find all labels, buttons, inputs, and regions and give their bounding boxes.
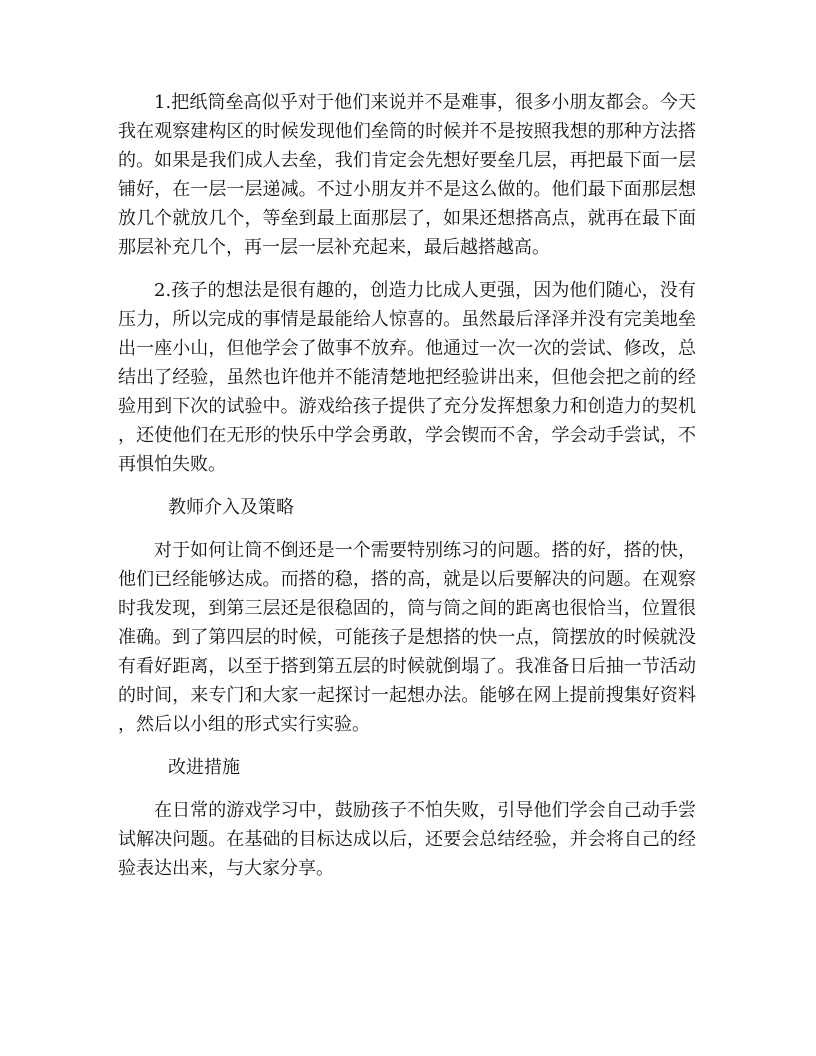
paragraph-1: 1.把纸筒垒高似乎对于他们来说并不是难事，很多小朋友都会。今天我在观察建构区的时候发现他们垒筒的时候并不是按照我想的那种方法搭的。如果是我们成人去垒，我们肯定会先想好要垒几层，再把最下面一层铺好，在一层一层递减。不过小朋友并不是这么做的。他们最下面那层想放几个就放几个，等垒到最上面那层了，如果还想搭高点，就再在最下面那层补充几个，再一层一层补充起来，最后越搭越高。	[118, 92, 696, 258]
paragraph-4: 在日常的游戏学习中，鼓励孩子不怕失败，引导他们学会自己动手尝试解决问题。在基础的目标达成以后，还要会总结经验，并会将自己的经验表达出来，与大家分享。	[118, 800, 696, 879]
paragraph-2: 2.孩子的想法是很有趣的，创造力比成人更强，因为他们随心，没有压力，所以完成的事情是最能给人惊喜的。虽然最后泽泽并没有完美地垒出一座小山，但他学会了做事不放弃。他通过一次一次的尝试、修改，总结出了经验，虽然也许他并不能清楚地把经验讲出来，但他会把之前的经验用到下次的试验中。游戏给孩子提供了充分发挥想象力和创造力的契机，还使他们在无形的快乐中学会勇敢，学会锲而不舍，学会动手尝试，不再惧怕失败。	[118, 280, 696, 475]
document-page	[118, 88, 696, 897]
paragraph-3: 对于如何让筒不倒还是一个需要特别练习的问题。搭的好，搭的快，他们已经能够达成。而搭的稳，搭的高，就是以后要解决的问题。在观察时我发现，到第三层还是很稳固的，筒与筒之间的距离也很恰当，位置很准确。到了第四层的时候，可能孩子是想搭的快一点，筒摆放的时候就没有看好距离，以至于搭到第五层的时候就倒塌了。我准备日后抽一节活动的时间，来专门和大家一起探讨一起想办法。能够在网上提前搜集好资料，然后以小组的形式实行实验。	[118, 540, 696, 735]
section-heading-improvement: 改进措施	[168, 757, 240, 778]
section-heading-teacher-intervention: 教师介入及策略	[168, 497, 294, 518]
